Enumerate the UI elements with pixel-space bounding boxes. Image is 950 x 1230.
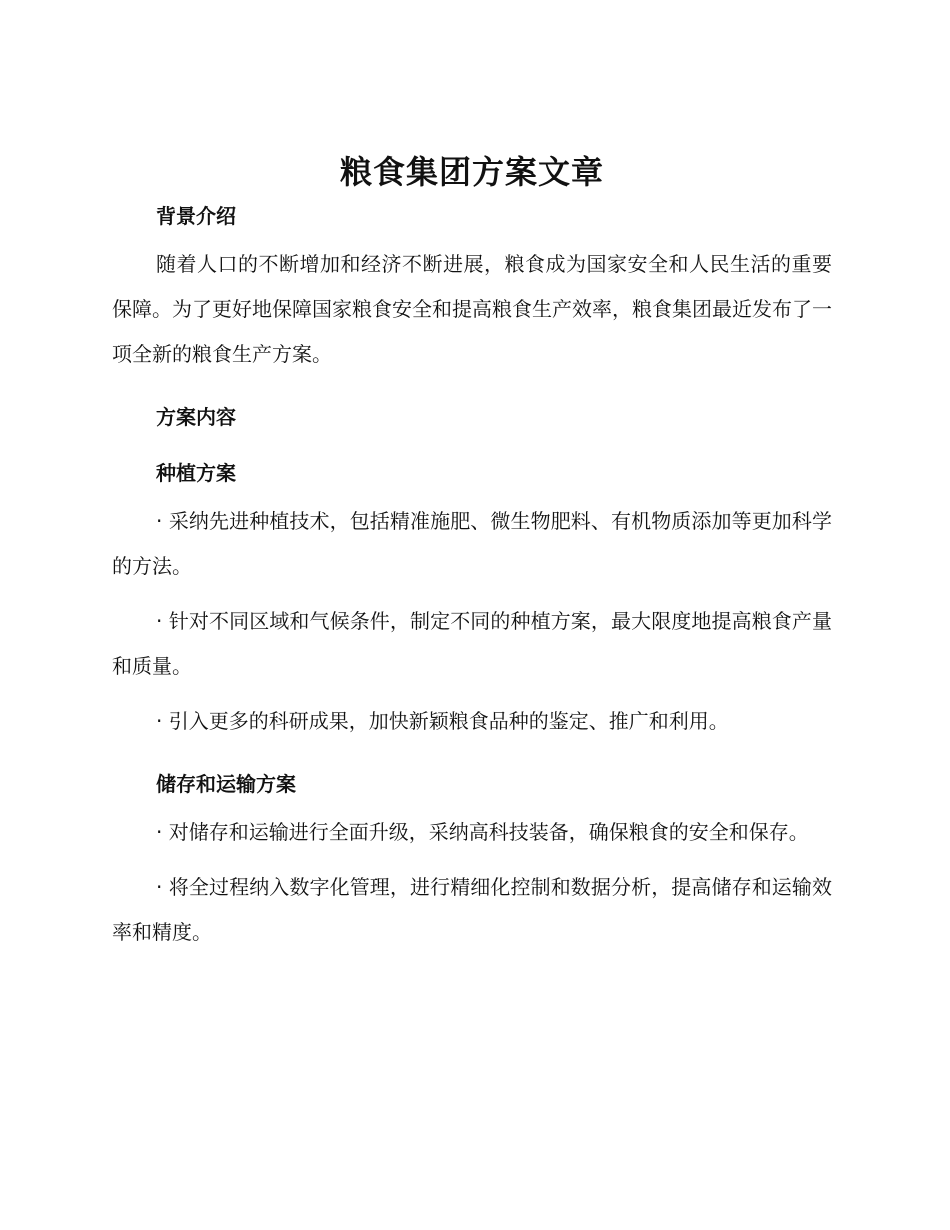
- storage-item-2: · 将全过程纳入数字化管理，进行精细化控制和数据分析，提高储存和运输效率和精度。: [112, 875, 832, 944]
- spacer: [112, 800, 832, 810]
- document-body: [112, 150, 832, 955]
- spacer: [112, 689, 832, 699]
- section-heading-background: 背景介绍: [156, 204, 236, 228]
- spacer: [112, 377, 832, 401]
- section-heading-plan: 方案内容: [156, 405, 236, 429]
- spacer: [112, 433, 832, 457]
- spacer: [112, 589, 832, 599]
- spacer: [112, 855, 832, 865]
- document-title: 粮食集团方案文章: [339, 153, 604, 191]
- section-heading-planting: 种植方案: [156, 461, 236, 485]
- planting-item-2: · 针对不同区域和气候条件，制定不同的种植方案，最大限度地提高粮食产量和质量。: [112, 609, 832, 678]
- background-paragraph: 随着人口的不断增加和经济不断进展，粮食成为国家安全和人民生活的重要保障。为了更好地保障国家粮食安全和提高粮食生产效率，粮食集团最近发布了一项全新的粮食生产方案。: [112, 252, 832, 366]
- planting-item-3: · 引入更多的科研成果，加快新颖粮食品种的鉴定、推广和利用。: [156, 709, 729, 733]
- storage-item-1: · 对储存和运输进行全面升级，采纳高科技装备，确保粮食的安全和保存。: [156, 820, 809, 844]
- planting-item-1: · 采纳先进种植技术，包括精准施肥、微生物肥料、有机物质添加等更加科学的方法。: [112, 509, 832, 578]
- spacer: [112, 489, 832, 499]
- spacer: [112, 744, 832, 768]
- spacer: [112, 232, 832, 242]
- section-heading-storage: 储存和运输方案: [156, 772, 296, 796]
